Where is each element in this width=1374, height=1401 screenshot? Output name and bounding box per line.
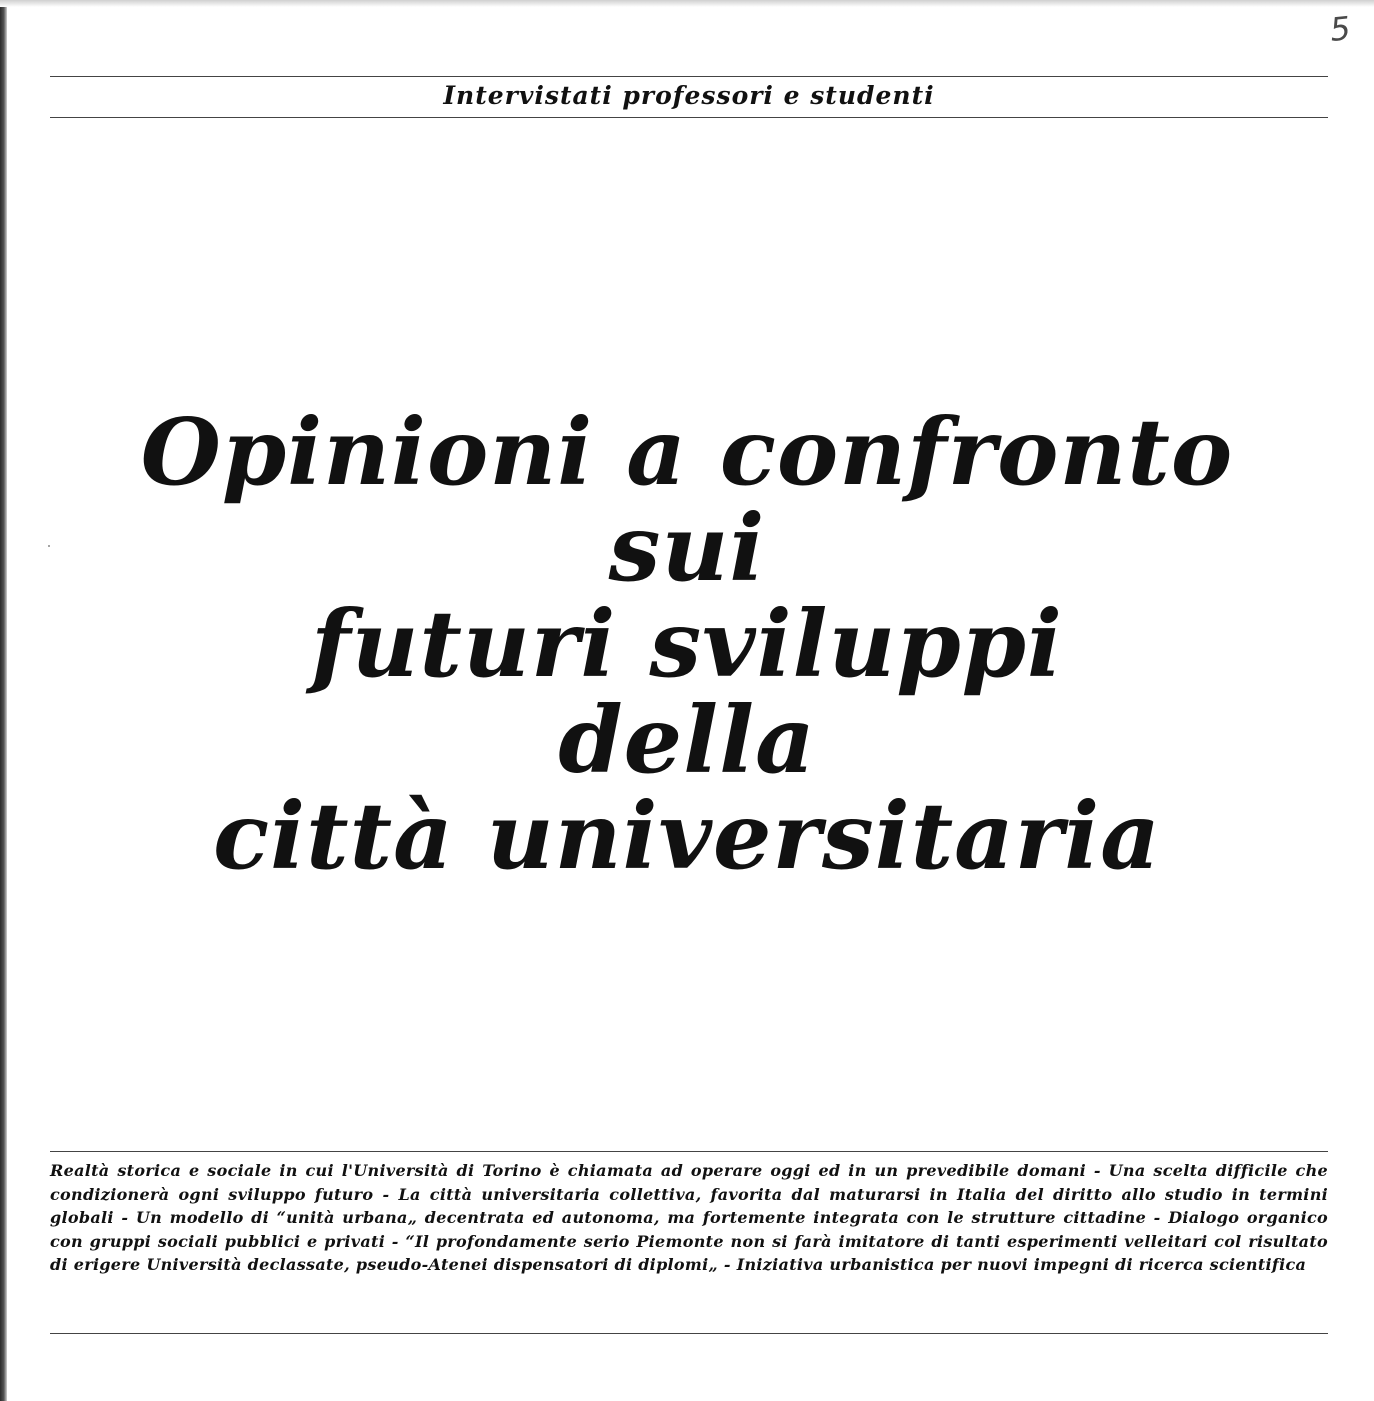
summary-bottom-rule [50, 1333, 1328, 1334]
headline-line-2: sui [608, 494, 766, 602]
kicker-bottom-rule [50, 117, 1328, 118]
kicker: Intervistati professori e studenti [443, 81, 935, 110]
headline-line-3: futuri sviluppi [311, 590, 1063, 698]
headline [30, 398, 1344, 890]
page-number: 5 [1327, 9, 1352, 49]
summary-top-rule [50, 1151, 1328, 1152]
kicker-top-rule [50, 76, 1328, 77]
headline-line-4: della [558, 686, 816, 794]
headline-line-5: città universitaria [213, 782, 1161, 890]
headline-line-1: Opinioni a confronto [140, 398, 1234, 506]
scan-top-edge [0, 0, 1374, 7]
summary-paragraph: Realtà storica e sociale in cui l'Università di Torino è chiamata ad operare oggi ed in un prevedibile domani - Una scelta difficile che condizionerà ogni sviluppo futuro - La città universitaria collettiva, favorita dal maturarsi in Italia del diritto allo studio in termini globali - Un modello di “unità urbana„ decentrata ed autonoma, ma fortemente integrata con le strutture cittadine - Dialogo organico con gruppi sociali pubblici e privati - “Il profondamente serio Piemonte non si farà imitatore di tanti esperimenti velleitari col risultato di erigere Università declassate, pseudo-Atenei dispensatori di diplomi„ - Iniziativa urbanistica per nuovi impegni di ricerca scientifica [50, 1161, 1328, 1274]
scan-left-edge [0, 0, 7, 1401]
